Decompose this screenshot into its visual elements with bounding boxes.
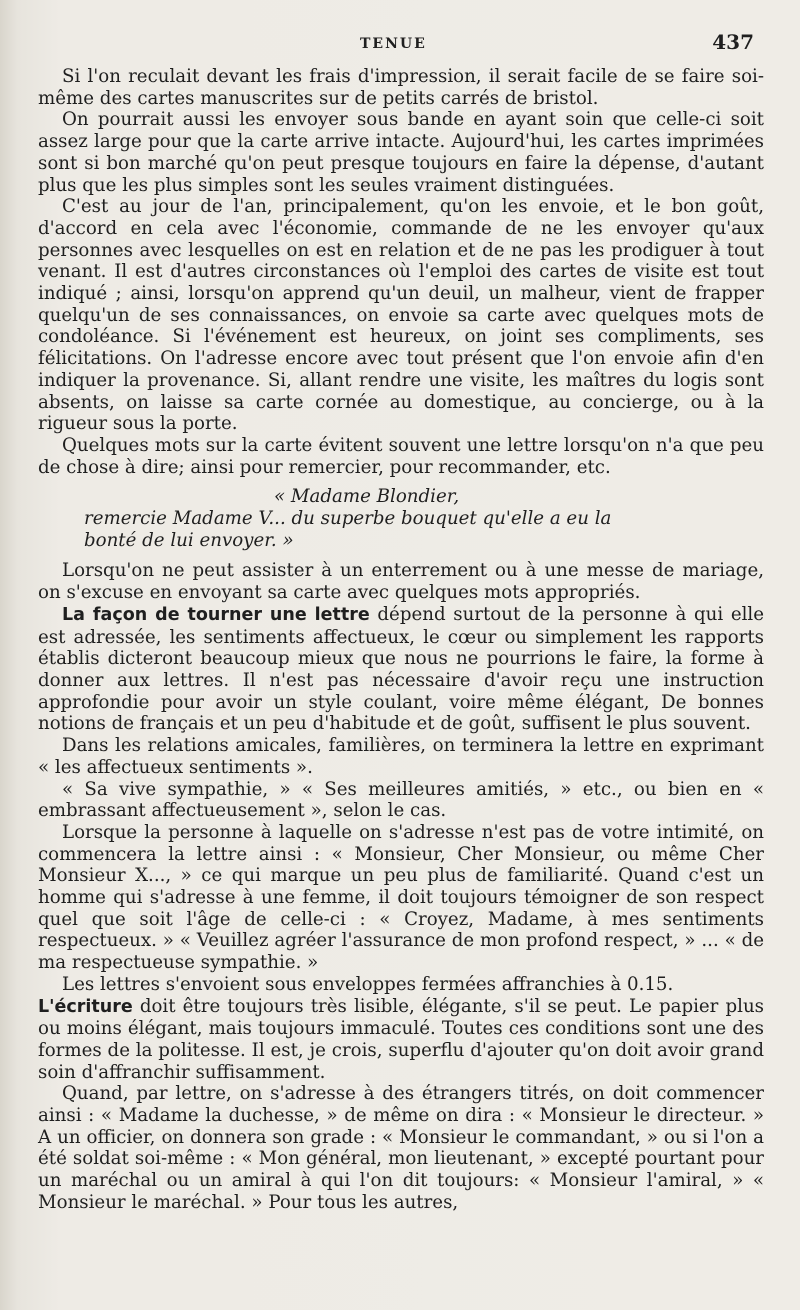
paragraph: Lorsque la personne à laquelle on s'adresse n'est pas de votre intimité, on commencera la lettre ainsi : « Monsieur, Cher Monsieur, ou même Cher Monsieur X..., » ce qui marque un peu plus de familiarité. Quand c'est un homme qui s'adresse à une femme, il doit toujours témoigner de son respect quel que soit l'âge de celle-ci : « Croyez, Madame, à mes sentiments respectueux. » « Veuillez agréer l'assurance de mon profond respect, » ... « de ma respectueuse sympathie. »	[38, 821, 764, 974]
paragraph: On pourrait aussi les envoyer sous bande en ayant soin que celle-ci soit assez large pour que la carte arrive intacte. Aujourd'hui, les cartes imprimées sont si bon marché qu'on peut presque toujours en faire la dépense, d'autant plus que les plus simples sont les seules vraiment distinguées.	[38, 109, 764, 196]
paragraph: « Sa vive sympathie, » « Ses meilleures amitiés, » etc., ou bien en « embrassant affectueusement », selon le cas.	[38, 778, 764, 822]
paragraph: Si l'on reculait devant les frais d'impression, il serait facile de se faire soi-même des cartes manuscrites sur de petits carrés de bristol.	[38, 66, 764, 109]
page-number: 437	[712, 30, 754, 54]
paragraph	[38, 604, 764, 735]
quote-line: remercie Madame V... du superbe bouquet qu'elle a eu la	[84, 508, 612, 530]
section-heading: La façon de tourner une lettre	[62, 604, 370, 625]
page-header	[0, 28, 800, 58]
paragraph: Les lettres s'envoient sous enveloppes fermées affranchies à 0.15.	[62, 973, 674, 995]
paragraph: C'est au jour de l'an, principalement, qu'on les envoie, et le bon goût, d'accord en cela avec l'économie, commande de ne les envoyer qu'aux personnes avec lesquelles on est en relation et de ne pas les prodiguer à tout venant. Il est d'autres circonstances où l'emploi des cartes de visite est tout indiqué ; ainsi, lorsqu'on apprend qu'un deuil, un malheur, vient de frapper quelqu'un de ses connaissances, on envoie sa carte avec quelques mots de condoléance. Si l'événement est heureux, on joint ses compliments, ses félicitations. On l'adresse encore avec tout présent que l'on envoie afin d'en indiquer la provenance. Si, allant rendre une visite, les maîtres du logis sont absents, on laisse sa carte cornée au domestique, au concierge, ou à la rigueur sous la porte.	[38, 196, 764, 435]
running-title: TENUE	[360, 36, 427, 52]
paragraph: Lorsqu'on ne peut assister à un enterrement ou à une messe de mariage, on s'excuse en envoyant sa carte avec quelques mots appropriés.	[38, 560, 764, 604]
section-heading: L'écriture	[38, 996, 133, 1017]
paragraph: Quelques mots sur la carte évitent souvent une lettre lorsqu'on n'a que peu de chose à dire; ainsi pour remercier, pour recommander, etc.	[38, 434, 764, 478]
paragraph-text: dépend surtout de la personne à qui elle est adressée, les sentiments affectueux, le cœur ou simplement les rapports établis dicteront beaucoup mieux que nous ne pourrions le faire, la forme à donner aux lettres. Il n'est pas nécessaire d'avoir reçu une instruction approfondie pour avoir un style coulant, voire même élégant, De bonnes notions de français et un peu d'habitude et de goût, suffisent le plus souvent.	[38, 603, 764, 735]
paragraph: Quand, par lettre, on s'adresse à des étrangers titrés, on doit commencer ainsi : « Madame la duchesse, » de même on dira : « Monsieur le directeur. » A un officier, on donnera son grade : « Monsieur le commandant, » ou si l'on a été soldat soi-même : « Mon général, mon lieutenant, » excepté pourtant pour un maréchal ou un amiral à qui l'on dit toujours: « Monsieur l'amiral, » « Monsieur le maréchal. » Pour tous les autres,	[38, 1083, 764, 1213]
paragraph-text: doit être toujours très lisible, élégante, s'il se peut. Le papier plus ou moins élégant, mais toujours immaculé. Toutes ces conditions sont une des formes de la politesse. Il est, je crois, superflu d'ajouter qu'on doit avoir grand soin d'affranchir suffisamment.	[38, 995, 764, 1083]
body-text	[38, 66, 764, 1214]
paragraph: Dans les relations amicales, familières, on terminera la lettre en exprimant « les affectueux sentiments ».	[38, 735, 764, 778]
paragraph	[38, 996, 764, 1084]
quote-line: bonté de lui envoyer. »	[84, 529, 294, 551]
quote-line: « Madame Blondier,	[274, 486, 460, 508]
example-card-quote	[38, 486, 764, 551]
